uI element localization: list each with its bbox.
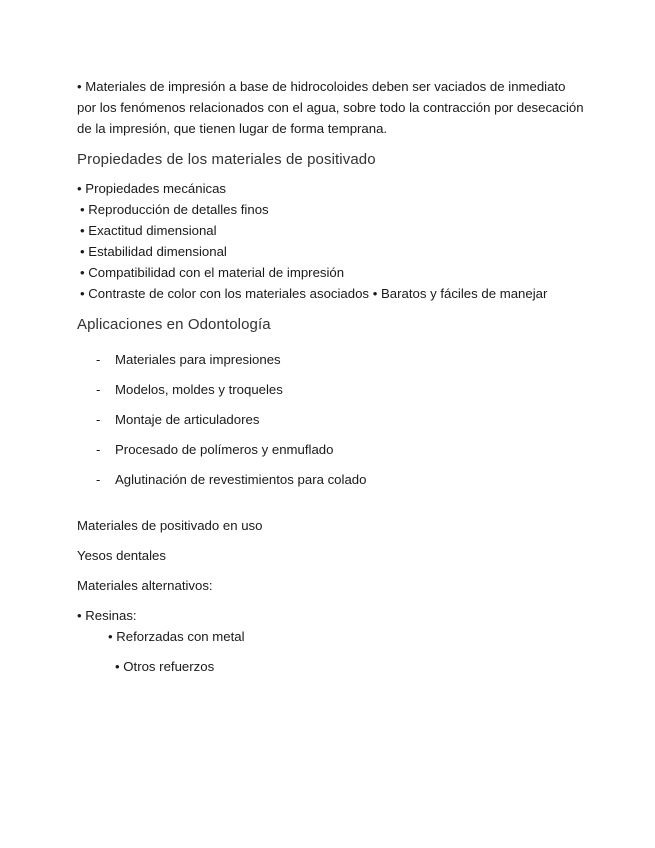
- list-item: [77, 439, 587, 469]
- line-resins: • Resinas:: [77, 608, 137, 623]
- list-item: • Exactitud dimensional: [80, 223, 217, 238]
- line-others: • Otros refuerzos: [115, 659, 215, 674]
- dash-bullet: -: [96, 412, 101, 427]
- heading-applications: Aplicaciones en Odontología: [77, 316, 271, 333]
- list-item-text: Modelos, moldes y troqueles: [115, 382, 283, 397]
- list-item: • Propiedades mecánicas: [77, 181, 227, 196]
- heading-properties: Propiedades de los materiales de positivado: [77, 151, 376, 168]
- list-item: [77, 469, 587, 499]
- intro-paragraph: • Materiales de impresión a base de hidrocoloides deben ser vaciados de inmediato por los fenómenos relacionados con el agua, sobre todo la contracción por desecación de la impresión, que tienen lugar de forma temprana.: [77, 79, 584, 136]
- line-alternatives: Materiales alternativos:: [77, 578, 213, 593]
- list-item-text: Aglutinación de revestimientos para colado: [115, 472, 367, 487]
- dash-bullet: -: [96, 472, 101, 487]
- list-item: [77, 379, 587, 409]
- list-item: • Compatibilidad con el material de impresión: [80, 265, 345, 280]
- list-item-text: Montaje de articuladores: [115, 412, 260, 427]
- list-item: [77, 349, 587, 379]
- document-page: [77, 76, 587, 677]
- line-metal: • Reforzadas con metal: [108, 629, 245, 644]
- list-item-text: Materiales para impresiones: [115, 352, 281, 367]
- list-item: • Contraste de color con los materiales asociados • Baratos y fáciles de manejar: [80, 286, 548, 301]
- dash-bullet: -: [96, 382, 101, 397]
- dash-bullet: -: [96, 352, 101, 367]
- list-item: • Estabilidad dimensional: [80, 244, 227, 259]
- applications-list: [77, 349, 587, 499]
- properties-list: [77, 178, 587, 304]
- list-item: [77, 409, 587, 439]
- list-item-text: Procesado de polímeros y enmuflado: [115, 442, 334, 457]
- line-gypsum: Yesos dentales: [77, 548, 166, 563]
- line-in-use: Materiales de positivado en uso: [77, 518, 263, 533]
- dash-bullet: -: [96, 442, 101, 457]
- list-item: • Reproducción de detalles finos: [80, 202, 269, 217]
